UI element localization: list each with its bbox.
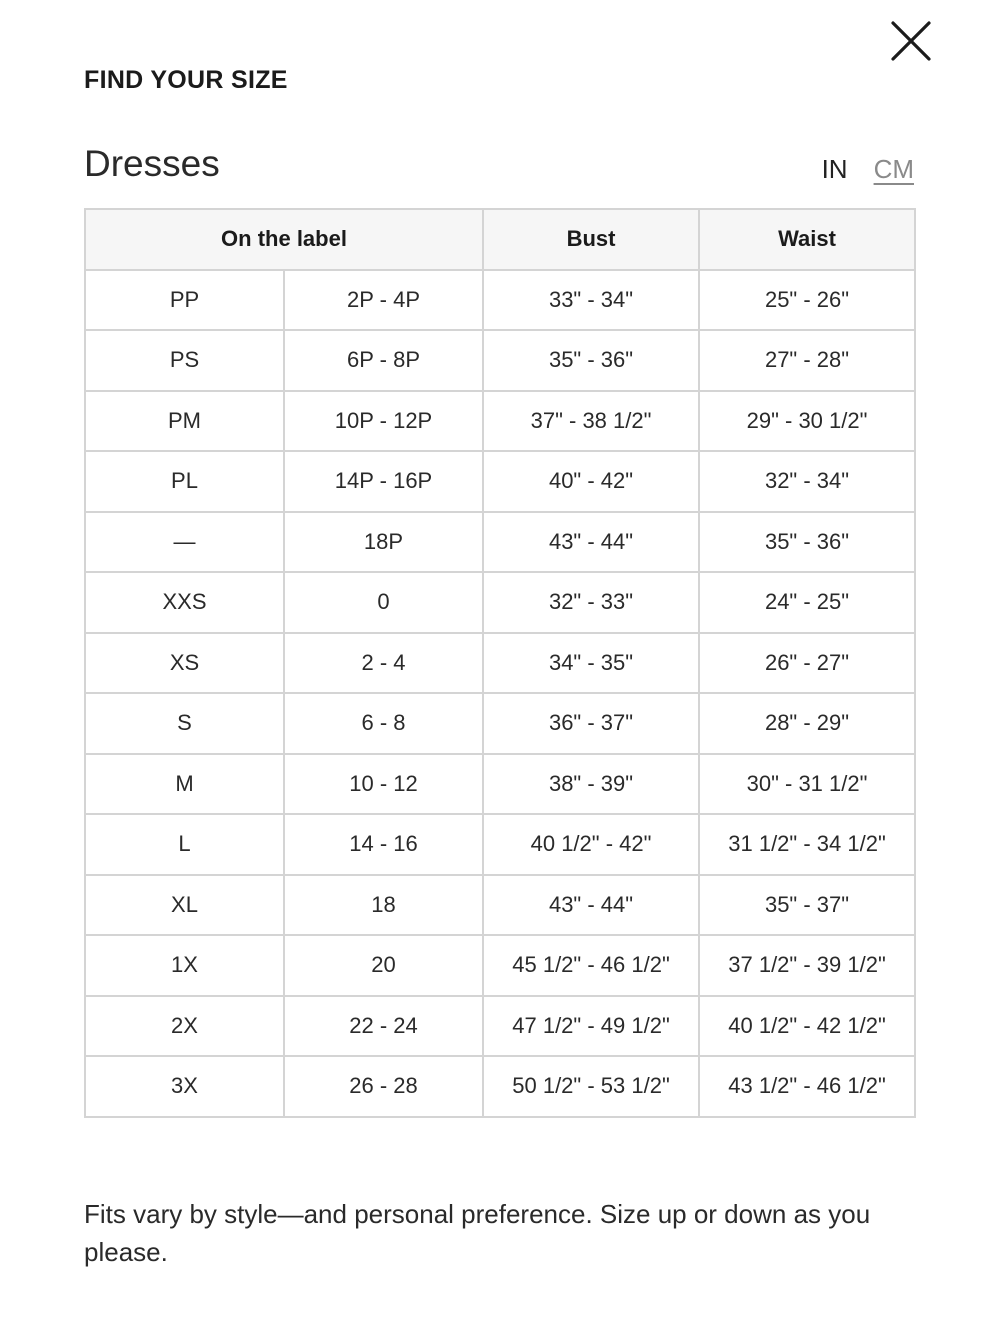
waist-cell: 35" - 37" [699,875,915,936]
table-row [85,330,915,391]
bust-cell: 34" - 35" [483,633,699,694]
numeric-size-cell: 18 [284,875,483,936]
waist-cell: 25" - 26" [699,270,915,331]
table-row [85,996,915,1057]
numeric-size-cell: 10 - 12 [284,754,483,815]
numeric-size-cell: 18P [284,512,483,573]
numeric-size-cell: 2P - 4P [284,270,483,331]
waist-cell: 26" - 27" [699,633,915,694]
bust-cell: 43" - 44" [483,512,699,573]
table-row [85,814,915,875]
bust-cell: 33" - 34" [483,270,699,331]
header-bust: Bust [483,209,699,270]
size-label-cell: XL [85,875,284,936]
waist-cell: 43 1/2" - 46 1/2" [699,1056,915,1117]
numeric-size-cell: 2 - 4 [284,633,483,694]
table-row [85,391,915,452]
size-table [84,208,916,1118]
numeric-size-cell: 0 [284,572,483,633]
waist-cell: 35" - 36" [699,512,915,573]
bust-cell: 40" - 42" [483,451,699,512]
unit-cm-option[interactable]: CM [873,154,914,184]
table-row [85,451,915,512]
table-row [85,1056,915,1117]
size-label-cell: — [85,512,284,573]
numeric-size-cell: 14 - 16 [284,814,483,875]
size-label-cell: PS [85,330,284,391]
table-row [85,935,915,996]
waist-cell: 32" - 34" [699,451,915,512]
bust-cell: 45 1/2" - 46 1/2" [483,935,699,996]
table-row [85,754,915,815]
size-label-cell: 2X [85,996,284,1057]
numeric-size-cell: 6P - 8P [284,330,483,391]
size-label-cell: XXS [85,572,284,633]
numeric-size-cell: 10P - 12P [284,391,483,452]
size-label-cell: L [85,814,284,875]
waist-cell: 31 1/2" - 34 1/2" [699,814,915,875]
waist-cell: 37 1/2" - 39 1/2" [699,935,915,996]
fit-footnote: Fits vary by style—and personal preference. Size up or down as you please. [84,1199,871,1267]
waist-cell: 27" - 28" [699,330,915,391]
size-label-cell: 3X [85,1056,284,1117]
bust-cell: 35" - 36" [483,330,699,391]
bust-cell: 38" - 39" [483,754,699,815]
table-row [85,270,915,331]
bust-cell: 37" - 38 1/2" [483,391,699,452]
unit-toggle [822,154,914,185]
bust-cell: 36" - 37" [483,693,699,754]
waist-cell: 30" - 31 1/2" [699,754,915,815]
table-row [85,512,915,573]
waist-cell: 29" - 30 1/2" [699,391,915,452]
bust-cell: 50 1/2" - 53 1/2" [483,1056,699,1117]
size-label-cell: PL [85,451,284,512]
bust-cell: 32" - 33" [483,572,699,633]
size-label-cell: S [85,693,284,754]
waist-cell: 40 1/2" - 42 1/2" [699,996,915,1057]
table-header-row [85,209,915,270]
table-row [85,633,915,694]
close-button[interactable] [888,18,934,64]
bust-cell: 43" - 44" [483,875,699,936]
numeric-size-cell: 26 - 28 [284,1056,483,1117]
unit-in-option[interactable]: IN [821,154,848,184]
category-title: Dresses [84,143,220,184]
size-label-cell: 1X [85,935,284,996]
header-on-the-label: On the label [85,209,483,270]
waist-cell: 28" - 29" [699,693,915,754]
numeric-size-cell: 6 - 8 [284,693,483,754]
bust-cell: 40 1/2" - 42" [483,814,699,875]
numeric-size-cell: 22 - 24 [284,996,483,1057]
header-waist: Waist [699,209,915,270]
numeric-size-cell: 14P - 16P [284,451,483,512]
table-row [85,875,915,936]
waist-cell: 24" - 25" [699,572,915,633]
size-label-cell: M [85,754,284,815]
modal-title: FIND YOUR SIZE [84,66,288,94]
size-label-cell: XS [85,633,284,694]
table-row [85,693,915,754]
numeric-size-cell: 20 [284,935,483,996]
size-label-cell: PP [85,270,284,331]
table-row [85,572,915,633]
size-label-cell: PM [85,391,284,452]
close-icon[interactable] [888,18,934,64]
bust-cell: 47 1/2" - 49 1/2" [483,996,699,1057]
